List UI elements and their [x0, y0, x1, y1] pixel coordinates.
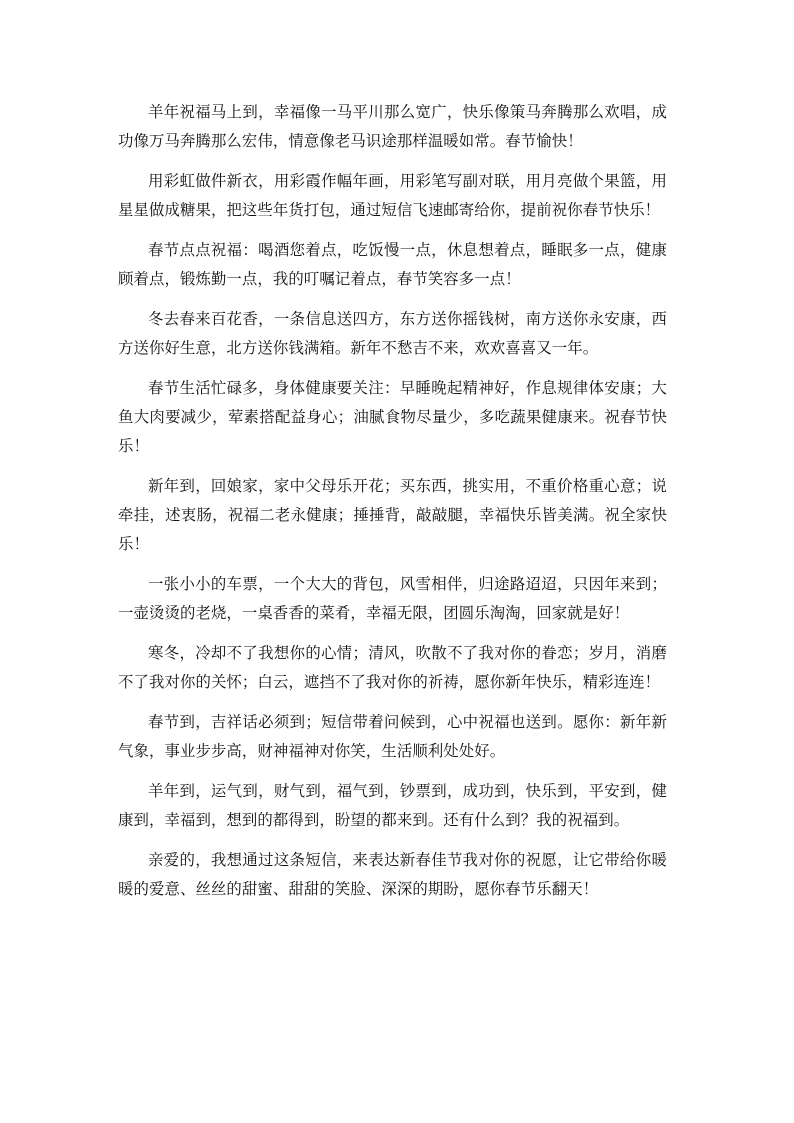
paragraph-7: 一张小小的车票，一个大大的背包，风雪相伴，归途路迢迢，只因年来到；一壶烫烫的老烧，一桌香香的菜肴，幸福无限，团圆乐淘淘，回家就是好！	[118, 575, 667, 622]
document-page	[118, 98, 667, 915]
paragraph-3: 春节点点祝福：喝酒您着点，吃饭慢一点，休息想着点，睡眠多一点，健康顾着点，锻炼勤一点，我的叮嘱记着点，春节笑容多一点！	[118, 241, 667, 288]
paragraph-5: 春节生活忙碌多，身体健康要关注：早睡晚起精神好，作息规律体安康；大鱼大肉要减少，荤素搭配益身心；油腻食物尽量少，多吃蔬果健康来。祝春节快乐！	[118, 379, 667, 455]
paragraph-6: 新年到，回娘家，家中父母乐开花；买东西，挑实用，不重价格重心意；说牵挂，述衷肠，祝福二老永健康；捶捶背，敲敲腿，幸福快乐皆美满。祝全家快乐！	[118, 477, 667, 553]
paragraph-9: 春节到，吉祥话必须到；短信带着问候到，心中祝福也送到。愿你：新年新气象，事业步步高，财神福神对你笑，生活顺利处处好。	[118, 713, 667, 760]
paragraph-11: 亲爱的，我想通过这条短信，来表达新春佳节我对你的祝愿，让它带给你暖暖的爱意、丝丝的甜蜜、甜甜的笑脸、深深的期盼，愿你春节乐翻天！	[118, 851, 667, 898]
paragraph-4: 冬去春来百花香，一条信息送四方，东方送你摇钱树，南方送你永安康，西方送你好生意，北方送你钱满箱。新年不愁吉不来，欢欢喜喜又一年。	[118, 310, 667, 357]
paragraph-1: 羊年祝福马上到，幸福像一马平川那么宽广，快乐像策马奔腾那么欢唱，成功像万马奔腾那么宏伟，情意像老马识途那样温暖如常。春节愉快！	[118, 103, 667, 150]
paragraph-8: 寒冬，冷却不了我想你的心情；清风，吹散不了我对你的眷恋；岁月，消磨不了我对你的关怀；白云，遮挡不了我对你的祈祷，愿你新年快乐，精彩连连！	[118, 644, 667, 691]
paragraph-2: 用彩虹做件新衣，用彩霞作幅年画，用彩笔写副对联，用月亮做个果篮，用星星做成糖果，把这些年货打包，通过短信飞速邮寄给你，提前祝你春节快乐！	[118, 172, 667, 219]
paragraph-10: 羊年到，运气到，财气到，福气到，钞票到，成功到，快乐到，平安到，健康到，幸福到，想到的都得到，盼望的都来到。还有什么到？我的祝福到。	[118, 782, 667, 829]
